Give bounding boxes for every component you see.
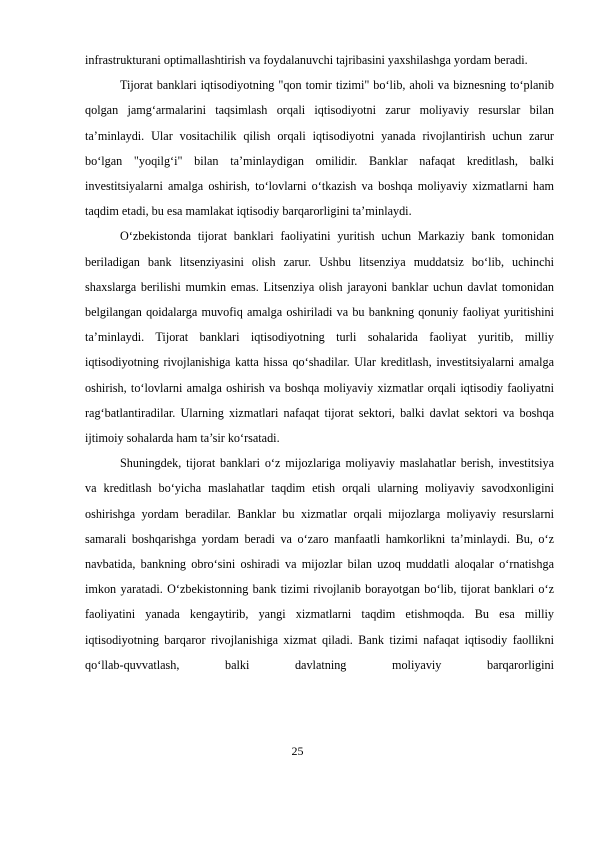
body-text — [85, 48, 554, 678]
paragraph-commercial-banks-role: Tijorat banklari iqtisodiyotning "qon tomir tizimi" bo‘lib, aholi va biznesning to‘planib qolgan jamg‘armalarini taqsimlash orqali iqtisodiyotni zarur moliyaviy resurslar bilan ta’minlaydi. Ular vositachilik qilish orqali iqtisodiyotni yanada rivojlantirish uchun zarur bo‘lgan "yoqilg‘i" bilan ta’minlaydigan omilidir. Banklar nafaqat kreditlash, balki investitsiyalarni amalga oshirish, to‘lovlarni o‘tkazish va boshqa moliyaviy xizmatlarni ham taqdim etadi, bu esa mamlakat iqtisodiy barqarorligini ta’minlaydi. — [85, 78, 554, 219]
paragraph-continuation: infrastrukturani optimallashtirish va foydalanuvchi tajribasini yaxshilashga yordam beradi. — [85, 53, 528, 67]
paragraph-financial-advice: Shuningdek, tijorat banklari o‘z mijozlariga moliyaviy maslahatlar berish, investitsiya va kreditlash bo‘yicha maslahatlar taqdim etish orqali ularning moliyaviy savodxonligini oshirishga yordam beradilar. Banklar bu xizmatlar orqali mijozlarga moliyaviy resurslarni samarali boshqarishga yordam beradi va o‘zaro manfaatli hamkorlikni ta’minlaydi. Bu, o‘z navbatida, bankning obro‘sini oshiradi va mijozlar bilan uzoq muddatli aloqalar o‘rnatishga imkon yaratadi. O‘zbekistonning bank tizimi rivojlanib borayotgan bo‘lib, tijorat banklari o‘z faoliyatini yanada kengaytirib, yangi xizmatlarni taqdim etishmoqda. Bu esa milliy iqtisodiyotning barqaror rivojlanishiga xizmat qiladi. Bank tizimi nafaqat iqtisodiy faollikni qo‘llab-quvvatlash, balki davlatning moliyaviy barqarorligini — [85, 456, 554, 672]
page-number: 25 — [291, 744, 304, 758]
paragraph-bank-license: O‘zbekistonda tijorat banklari faoliyatini yuritish uchun Markaziy bank tomonidan beriladigan bank litsenziyasini olish zarur. Ushbu litsenziya muddatsiz bo‘lib, uchinchi shaxslarga berilishi mumkin emas. Litsenziya olish jarayoni banklar uchun davlat tomonidan belgilangan qoidalarga muvofiq amalga oshiriladi va bu bankning qonuniy faoliyat yuritishini ta’minlaydi. Tijorat banklari iqtisodiyotning turli sohalarida faoliyat yuritib, milliy iqtisodiyotning rivojlanishiga katta hissa qo‘shadilar. Ular kreditlash, investitsiyalarni amalga oshirish, to‘lovlarni amalga oshirish va boshqa moliyaviy xizmatlar orqali iqtisodiy faoliyatni rag‘batlantiradilar. Ularning xizmatlari nafaqat tijorat sektori, balki davlat sektori va boshqa ijtimoiy sohalarda ham ta’sir ko‘rsatadi. — [85, 229, 554, 446]
